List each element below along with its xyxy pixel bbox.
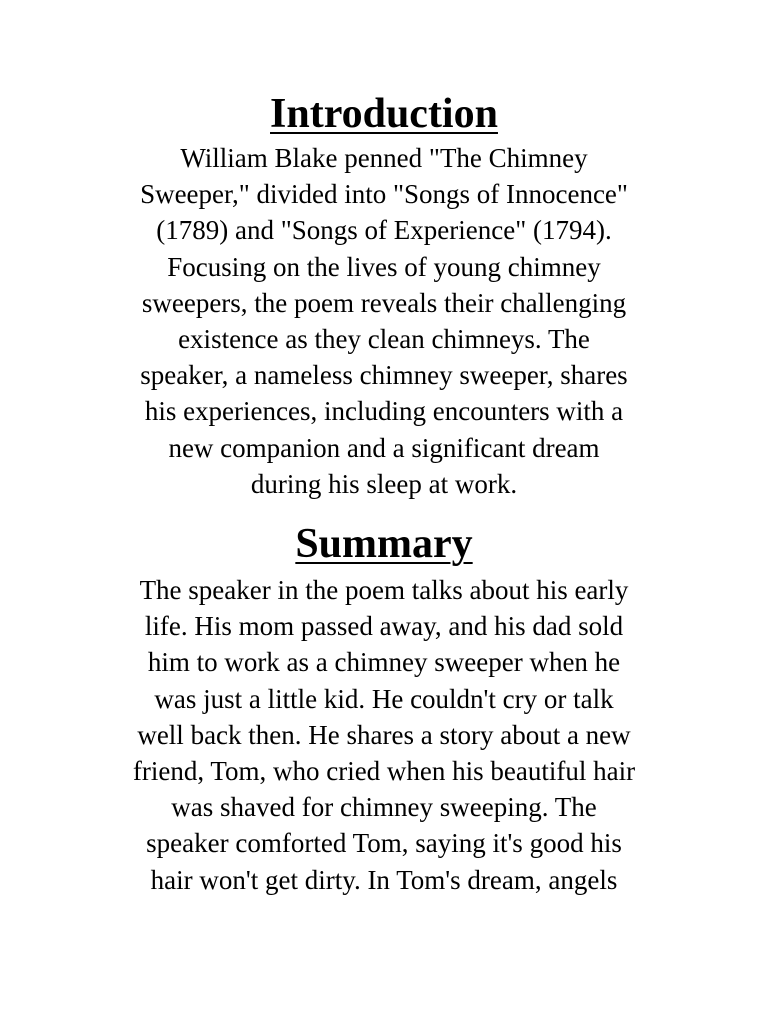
introduction-line: during his sleep at work. xyxy=(250,468,518,499)
introduction-line: (1789) and "Songs of Experience" (1794). xyxy=(156,215,612,246)
summary-line: friend, Tom, who cried when his beautiful hair xyxy=(132,756,636,787)
introduction-line: William Blake penned "The Chimney xyxy=(180,143,588,173)
summary-line: life. His mom passed away, and his dad sold xyxy=(144,611,624,642)
summary-line: hair won't get dirty. In Tom's dream, angels xyxy=(150,864,618,895)
introduction-line: existence as they clean chimneys. The xyxy=(178,324,590,355)
introduction-line: speaker, a nameless chimney sweeper, shares xyxy=(140,360,628,391)
summary-line: was just a little kid. He couldn't cry or talk xyxy=(154,683,614,714)
summary-paragraph xyxy=(89,572,679,898)
summary-line: was shaved for chimney sweeping. The xyxy=(171,792,597,823)
summary-line: speaker comforted Tom, saying it's good his xyxy=(146,828,622,859)
introduction-line: new companion and a significant dream xyxy=(168,432,600,463)
summary-line: well back then. He shares a story about a new xyxy=(137,719,631,750)
introduction-line: Sweeper," divided into "Songs of Innocence" xyxy=(140,179,628,210)
introduction-line: his experiences, including encounters with a xyxy=(144,396,624,427)
introduction-paragraph xyxy=(94,140,674,502)
introduction-line: Focusing on the lives of young chimney xyxy=(167,251,601,282)
introduction-heading: Introduction xyxy=(270,91,498,137)
summary-line: The speaker in the poem talks about his early xyxy=(139,575,629,606)
summary-heading: Summary xyxy=(295,521,473,568)
introduction-line: sweepers, the poem reveals their challenging xyxy=(141,287,627,318)
summary-line: him to work as a chimney sweeper when he xyxy=(147,647,621,678)
